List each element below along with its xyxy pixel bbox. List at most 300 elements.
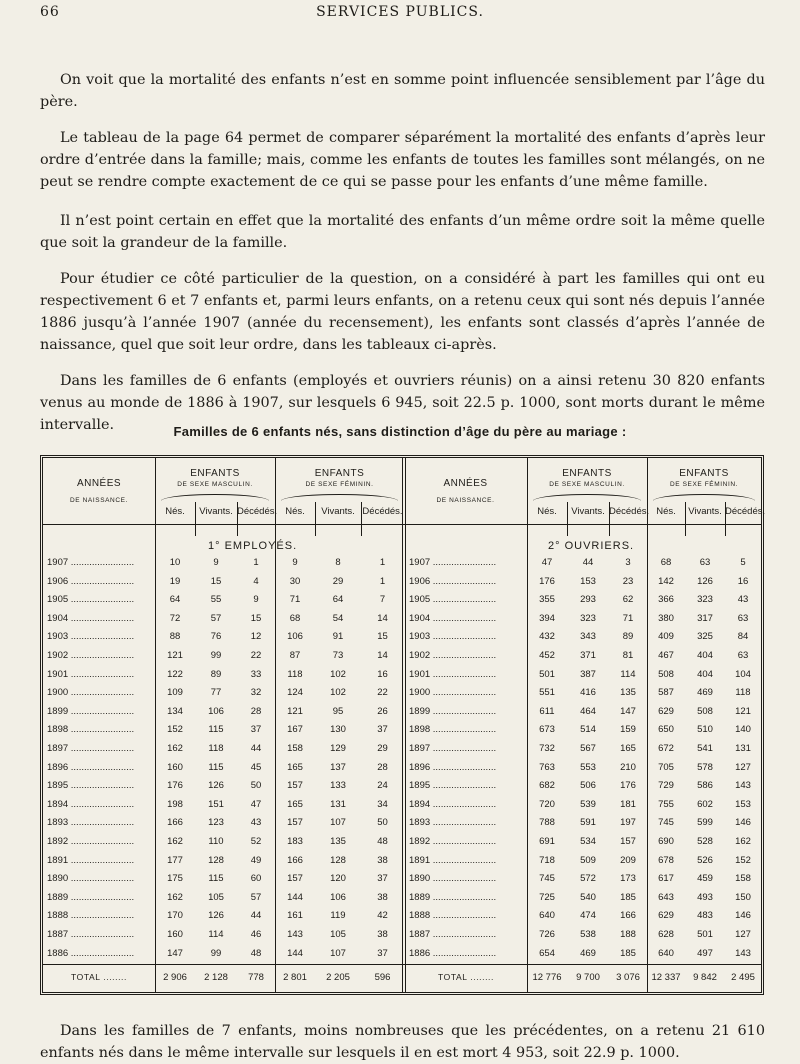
value-cell: 33 <box>250 668 262 680</box>
value-cell: 107 <box>330 947 346 959</box>
value-cell: 366 <box>658 594 674 606</box>
female-label: DE SEXE FÉMININ. <box>305 481 374 488</box>
value-cell: 68 <box>660 557 672 568</box>
value-cell: 15 <box>210 575 222 587</box>
value-cell: 73 <box>332 650 344 661</box>
value-cell: 115 <box>208 724 224 736</box>
value-cell: 37 <box>377 947 388 959</box>
value-cell: 37 <box>250 724 262 736</box>
value-cell: 501 <box>697 929 713 940</box>
value-cell: 124 <box>287 687 303 699</box>
value-cell: 469 <box>580 947 596 959</box>
paragraph-1: On voit que la mortalité des enfants n’est en somme point influencée sensiblement par l’âge du père. <box>40 72 765 110</box>
value-cell: 120 <box>330 873 346 885</box>
table-row <box>43 889 761 906</box>
birth-label: DE NAISSANCE. <box>69 497 128 504</box>
value-cell: 106 <box>287 631 303 643</box>
value-cell: 5 <box>740 557 746 568</box>
value-cell: 26 <box>377 705 388 717</box>
value-cell: 146 <box>735 817 751 829</box>
value-cell: 166 <box>287 854 303 866</box>
value-cell: 355 <box>539 594 555 606</box>
value-cell: 483 <box>697 910 713 922</box>
total-cell: 2 205 <box>326 972 350 983</box>
value-cell: 57 <box>250 891 262 903</box>
value-cell: 209 <box>620 854 636 866</box>
value-cell: 152 <box>735 854 751 866</box>
value-cell: 177 <box>167 854 183 866</box>
value-cell: 732 <box>539 743 555 754</box>
total-cell: 2 128 <box>204 972 228 983</box>
value-cell: 509 <box>580 854 596 866</box>
value-cell: 24 <box>377 780 388 792</box>
section-title-employes: 1° EMPLOYÉS. <box>208 540 298 552</box>
value-cell: 16 <box>737 575 749 587</box>
value-cell: 162 <box>167 891 183 903</box>
value-cell: 729 <box>658 780 674 792</box>
value-cell: 44 <box>250 910 262 922</box>
table-row <box>43 703 761 720</box>
value-cell: 38 <box>377 929 388 940</box>
value-cell: 118 <box>287 668 303 680</box>
year-cell: 1896 ........................ <box>47 761 135 773</box>
years-header-right <box>404 478 527 506</box>
value-cell: 134 <box>167 705 183 717</box>
value-cell: 48 <box>377 836 388 847</box>
value-cell: 107 <box>330 817 346 829</box>
value-cell: 52 <box>250 836 262 847</box>
value-cell: 28 <box>377 761 388 773</box>
value-cell: 99 <box>210 947 222 959</box>
value-cell: 599 <box>697 817 713 829</box>
alive-header: Vivants. <box>199 506 233 517</box>
value-cell: 140 <box>735 724 751 736</box>
value-cell: 37 <box>377 873 388 885</box>
value-cell: 755 <box>658 798 674 810</box>
total-label: TOTAL ........ <box>71 972 127 982</box>
value-cell: 510 <box>697 724 713 736</box>
value-cell: 7 <box>379 594 386 606</box>
table-row <box>43 796 761 813</box>
children-label: ENFANTS <box>314 468 365 479</box>
value-cell: 185 <box>620 891 636 903</box>
value-cell: 43 <box>250 817 262 829</box>
value-cell: 128 <box>330 854 346 866</box>
value-cell: 87 <box>289 650 301 661</box>
value-cell: 105 <box>208 891 224 903</box>
value-cell: 157 <box>287 817 303 829</box>
value-cell: 591 <box>580 817 596 829</box>
year-cell: 1900 ........................ <box>47 687 135 699</box>
year-cell: 1896 ........................ <box>409 761 497 773</box>
table-row <box>43 870 761 887</box>
paragraph-6: Dans les familles de 7 enfants, moins nombreuses que les précédentes, on a retenu 21 610 enfants nés dans le même intervalle sur lesquels il en est mort 4 953, soit 22.9 p. 1000. <box>40 1023 765 1061</box>
female-brace-right <box>653 494 755 501</box>
value-cell: 44 <box>582 557 594 568</box>
table-row <box>43 684 761 701</box>
value-cell: 508 <box>658 668 674 680</box>
value-cell: 9 <box>292 557 298 568</box>
value-cell: 14 <box>377 612 388 624</box>
value-cell: 629 <box>658 705 674 717</box>
year-cell: 1892 ........................ <box>47 836 135 847</box>
table-row <box>43 833 761 850</box>
year-cell: 1898 ........................ <box>409 724 497 736</box>
value-cell: 121 <box>167 650 183 661</box>
total-cell: 9 700 <box>576 972 600 983</box>
value-cell: 19 <box>169 575 181 587</box>
value-cell: 143 <box>735 780 751 792</box>
value-cell: 541 <box>697 743 713 754</box>
total-cell: 596 <box>374 972 391 983</box>
value-cell: 38 <box>377 854 388 866</box>
value-cell: 640 <box>658 947 674 959</box>
value-cell: 76 <box>210 631 222 643</box>
value-cell: 1 <box>379 557 386 568</box>
value-cell: 380 <box>658 612 674 624</box>
value-cell: 152 <box>167 724 183 736</box>
value-cell: 130 <box>330 724 346 736</box>
year-cell: 1902 ........................ <box>47 650 135 661</box>
year-cell: 1899 ........................ <box>47 705 135 717</box>
year-cell: 1893 ........................ <box>47 817 135 829</box>
value-cell: 165 <box>287 761 303 773</box>
value-cell: 640 <box>539 910 555 922</box>
value-cell: 763 <box>539 761 555 773</box>
value-cell: 493 <box>697 891 713 903</box>
page-header <box>40 4 760 26</box>
years-label: ANNÉES <box>76 478 122 489</box>
value-cell: 143 <box>735 947 751 959</box>
value-cell: 77 <box>210 687 222 699</box>
value-cell: 572 <box>580 873 596 885</box>
value-cell: 158 <box>735 873 751 885</box>
value-cell: 12 <box>250 631 262 643</box>
table-row <box>43 591 761 608</box>
value-cell: 95 <box>332 705 344 717</box>
year-cell: 1886 ........................ <box>47 947 135 959</box>
female-brace-left <box>281 494 398 501</box>
value-cell: 726 <box>539 929 555 940</box>
col-line <box>725 502 726 536</box>
value-cell: 534 <box>580 836 596 847</box>
value-cell: 84 <box>737 631 749 643</box>
value-cell: 159 <box>620 724 636 736</box>
value-cell: 371 <box>580 650 596 661</box>
value-cell: 54 <box>332 612 344 624</box>
value-cell: 153 <box>735 798 751 810</box>
value-cell: 45 <box>250 761 262 773</box>
value-cell: 127 <box>735 929 751 940</box>
value-cell: 166 <box>167 817 183 829</box>
value-cell: 9 <box>253 594 259 606</box>
value-cell: 64 <box>332 594 344 606</box>
value-cell: 526 <box>697 854 713 866</box>
value-cell: 3 <box>625 557 631 568</box>
value-cell: 146 <box>735 910 751 922</box>
value-cell: 197 <box>620 817 636 829</box>
table-row <box>43 666 761 683</box>
born-header: Nés. <box>165 506 185 517</box>
value-cell: 60 <box>250 873 262 885</box>
value-cell: 47 <box>541 557 553 568</box>
year-cell: 1894 ........................ <box>47 798 135 810</box>
value-cell: 720 <box>539 798 555 810</box>
value-cell: 32 <box>250 687 262 699</box>
value-cell: 578 <box>697 761 713 773</box>
paragraph-3: Il n’est point certain en effet que la mortalité des enfants d’un même ordre soit la même quelle que soit la grandeur de la famille. <box>40 213 765 251</box>
value-cell: 55 <box>210 594 222 606</box>
paragraph-5: Dans les familles de 6 enfants (employés et ouvriers réunis) on a ainsi retenu 30 820 enfants venus au monde de 1886 à 1907, sur lesquels 6 945, soit 22.5 p. 1000, sont morts durant le même intervalle. <box>40 373 765 433</box>
value-cell: 131 <box>330 798 346 810</box>
value-cell: 81 <box>622 650 634 661</box>
value-cell: 165 <box>620 743 636 754</box>
value-cell: 102 <box>330 668 346 680</box>
value-cell: 104 <box>735 668 751 680</box>
value-cell: 162 <box>167 836 183 847</box>
table-row <box>43 610 761 627</box>
value-cell: 514 <box>580 724 596 736</box>
value-cell: 9 <box>213 557 219 568</box>
value-cell: 50 <box>250 780 262 792</box>
value-cell: 48 <box>250 947 262 959</box>
alive-header: Vivants. <box>321 506 355 517</box>
birth-label: DE NAISSANCE. <box>436 497 495 504</box>
table-row <box>43 777 761 794</box>
value-cell: 705 <box>658 761 674 773</box>
born-header: Nés. <box>285 506 305 517</box>
value-cell: 150 <box>735 891 751 903</box>
value-cell: 157 <box>287 873 303 885</box>
value-cell: 672 <box>658 743 674 754</box>
paragraph-4: Pour étudier ce côté particulier de la question, on a considéré à part les familles qui ont eu respectivement 6 et 7 enfants et, parmi leurs enfants, on a retenu ceux qui sont nés depuis l’année 1886 jusqu’à l’année 1907 (année du recensement), les enfants sont classés d’après l’année de naissance, quel que soit leur ordre, dans les tableaux ci-après. <box>40 271 765 353</box>
value-cell: 29 <box>332 575 344 587</box>
value-cell: 44 <box>250 743 262 754</box>
value-cell: 126 <box>208 780 224 792</box>
value-cell: 409 <box>658 631 674 643</box>
value-cell: 745 <box>658 817 674 829</box>
value-cell: 553 <box>580 761 596 773</box>
value-cell: 323 <box>580 612 596 624</box>
year-cell: 1887 ........................ <box>47 929 135 940</box>
years-header-left <box>43 478 155 506</box>
male-label: DE SEXE MASCULIN. <box>549 481 625 488</box>
col-line <box>361 502 362 536</box>
male-brace-left <box>161 494 269 501</box>
value-cell: 158 <box>287 743 303 754</box>
value-cell: 128 <box>208 854 224 866</box>
value-cell: 147 <box>167 947 183 959</box>
year-cell: 1905 ........................ <box>47 594 135 606</box>
table-row <box>43 814 761 831</box>
table-row <box>43 945 761 962</box>
value-cell: 15 <box>250 612 262 624</box>
total-cell: 3 076 <box>616 972 640 983</box>
value-cell: 46 <box>250 929 262 940</box>
value-cell: 690 <box>658 836 674 847</box>
total-cell: 12 337 <box>651 972 681 983</box>
value-cell: 4 <box>253 575 259 587</box>
value-cell: 1 <box>253 557 259 568</box>
value-cell: 416 <box>580 687 596 699</box>
female-label: DE SEXE FÉMININ. <box>669 481 739 488</box>
value-cell: 538 <box>580 929 596 940</box>
value-cell: 343 <box>580 631 596 643</box>
total-row <box>43 969 761 986</box>
value-cell: 63 <box>737 650 749 661</box>
total-cell: 2 495 <box>731 972 755 983</box>
value-cell: 176 <box>167 780 183 792</box>
value-cell: 106 <box>208 705 224 717</box>
alive-header: Vivants. <box>571 506 605 517</box>
children-label: ENFANTS <box>562 468 612 479</box>
value-cell: 166 <box>620 910 636 922</box>
value-cell: 586 <box>697 780 713 792</box>
table-title: Familles de 6 enfants nés, sans distinction d’âge du père au mariage : <box>173 424 627 439</box>
value-cell: 126 <box>697 575 713 587</box>
table-row <box>43 759 761 776</box>
value-cell: 183 <box>287 836 303 847</box>
col-line <box>315 502 316 536</box>
year-cell: 1893 ........................ <box>409 817 497 829</box>
col-line <box>685 502 686 536</box>
deceased-header: Décédés. <box>609 506 650 517</box>
year-cell: 1898 ........................ <box>47 724 135 736</box>
value-cell: 185 <box>620 947 636 959</box>
total-cell: 2 801 <box>283 972 307 983</box>
year-cell: 1892 ........................ <box>409 836 497 847</box>
running-title: SERVICES PUBLICS. <box>316 4 484 20</box>
value-cell: 42 <box>377 910 388 922</box>
value-cell: 10 <box>169 557 181 568</box>
year-cell: 1891 ........................ <box>409 854 497 866</box>
value-cell: 628 <box>658 929 674 940</box>
value-cell: 64 <box>169 594 181 606</box>
value-cell: 110 <box>208 836 224 847</box>
section-title-ouvriers: 2° OUVRIERS. <box>548 540 635 552</box>
year-cell: 1904 ........................ <box>409 612 497 624</box>
value-cell: 551 <box>539 687 555 699</box>
value-cell: 135 <box>330 836 346 847</box>
value-cell: 34 <box>377 798 388 810</box>
value-cell: 91 <box>332 631 344 643</box>
year-cell: 1890 ........................ <box>409 873 497 885</box>
value-cell: 394 <box>539 612 555 624</box>
value-cell: 144 <box>287 891 303 903</box>
value-cell: 38 <box>377 891 388 903</box>
value-cell: 122 <box>167 668 183 680</box>
year-cell: 1907 ........................ <box>409 557 497 568</box>
male-brace-right <box>533 494 641 501</box>
value-cell: 501 <box>539 668 555 680</box>
value-cell: 63 <box>699 557 711 568</box>
value-cell: 725 <box>539 891 555 903</box>
value-cell: 469 <box>697 687 713 699</box>
value-cell: 89 <box>210 668 222 680</box>
value-cell: 528 <box>697 836 713 847</box>
table-row <box>43 852 761 869</box>
year-cell: 1903 ........................ <box>409 631 497 643</box>
children-label: ENFANTS <box>190 468 240 479</box>
year-cell: 1907 ........................ <box>47 557 135 568</box>
value-cell: 198 <box>167 798 183 810</box>
value-cell: 129 <box>330 743 346 754</box>
value-cell: 508 <box>697 705 713 717</box>
col-line <box>567 502 568 536</box>
value-cell: 474 <box>580 910 596 922</box>
year-cell: 1906 ........................ <box>47 575 135 587</box>
value-cell: 452 <box>539 650 555 661</box>
value-cell: 654 <box>539 947 555 959</box>
year-cell: 1889 ........................ <box>47 891 135 903</box>
value-cell: 611 <box>539 705 555 717</box>
value-cell: 57 <box>210 612 222 624</box>
value-cell: 540 <box>580 891 596 903</box>
value-cell: 22 <box>250 650 262 661</box>
value-cell: 432 <box>539 631 555 643</box>
value-cell: 109 <box>167 687 183 699</box>
table-row <box>43 554 761 571</box>
col-line <box>609 502 610 536</box>
year-cell: 1889 ........................ <box>409 891 497 903</box>
born-header: Nés. <box>537 506 557 517</box>
value-cell: 210 <box>620 761 636 773</box>
value-cell: 157 <box>620 836 636 847</box>
total-cell: 778 <box>248 972 264 983</box>
year-cell: 1895 ........................ <box>409 780 497 792</box>
value-cell: 317 <box>697 612 713 624</box>
value-cell: 30 <box>289 575 301 587</box>
year-cell: 1886 ........................ <box>409 947 497 959</box>
value-cell: 115 <box>208 873 224 885</box>
value-cell: 114 <box>208 929 224 940</box>
value-cell: 88 <box>169 631 181 643</box>
value-cell: 151 <box>208 798 224 810</box>
deceased-header: Décédés. <box>362 506 403 517</box>
value-cell: 629 <box>658 910 674 922</box>
deceased-header: Décédés. <box>725 506 766 517</box>
deceased-header: Décédés. <box>237 506 278 517</box>
value-cell: 673 <box>539 724 555 736</box>
value-cell: 293 <box>580 594 596 606</box>
born-header: Nés. <box>656 506 676 517</box>
value-cell: 467 <box>658 650 674 661</box>
value-cell: 404 <box>697 650 713 661</box>
year-cell: 1900 ........................ <box>409 687 497 699</box>
value-cell: 404 <box>697 668 713 680</box>
value-cell: 175 <box>167 873 183 885</box>
value-cell: 71 <box>622 612 634 624</box>
value-cell: 37 <box>377 724 388 736</box>
table-row <box>43 907 761 924</box>
value-cell: 114 <box>620 668 636 680</box>
total-cell: 12 776 <box>532 972 562 983</box>
value-cell: 650 <box>658 724 674 736</box>
value-cell: 16 <box>377 668 388 680</box>
year-cell: 1888 ........................ <box>409 910 497 922</box>
value-cell: 170 <box>167 910 183 922</box>
year-cell: 1890 ........................ <box>47 873 135 885</box>
children-label: ENFANTS <box>679 468 729 479</box>
value-cell: 137 <box>330 761 346 773</box>
value-cell: 105 <box>330 929 346 940</box>
value-cell: 160 <box>167 761 183 773</box>
mortality-table <box>40 455 764 995</box>
value-cell: 464 <box>580 705 596 717</box>
year-cell: 1904 ........................ <box>47 612 135 624</box>
year-cell: 1902 ........................ <box>409 650 497 661</box>
value-cell: 539 <box>580 798 596 810</box>
